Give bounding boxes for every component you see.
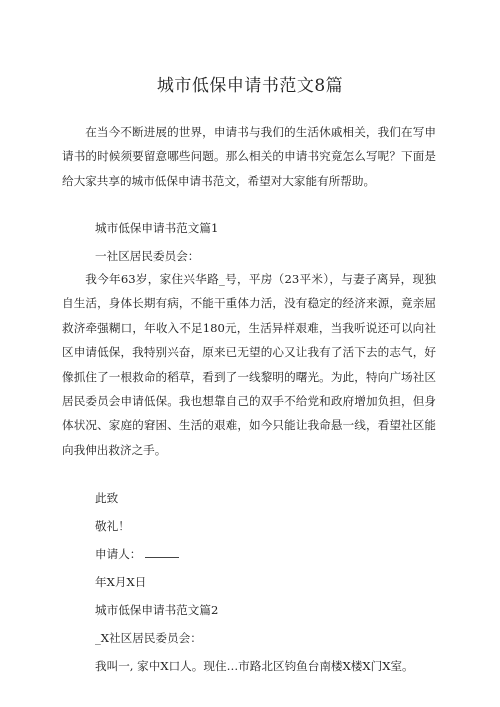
signature-label: 申请人： [95,547,142,561]
article-1-body: 我今年63岁，家住兴华路_号，平房（23平米），与妻子离异，现独自生活，身体长期有病，不能干重体力活，没有稳定的经济来源，竟亲屈救济牵强糊口，年收入不足180元，生活异样艰难，当我听说还可以向社区申请低保，我特别兴奋，原来已无望的心又让我有了活下去的志气，好像抓住了一根救命的稻草，看到了一线黎明的曙光。为此，特向广场社区居民委员会申请低保。我也想靠自己的双手不给党和政府增加负担，但身体状况、家庭的窘困、生活的艰难，如今只能让我命悬一线，看望社区能向我伸出救济之手。 [62,272,436,457]
date-line: 年X月X日 [95,575,147,589]
article-2-heading: 城市低保申请书范文篇2 [95,603,219,617]
signature-blank [145,545,179,558]
signature-line [95,545,179,563]
closing-salutation: 此致 [95,491,119,505]
intro-paragraph: 在当今不断进展的世界，申请书与我们的生活休戚相关，我们在写申请书的时候须要留意哪些问题。那么相关的申请书究竟怎么写呢？下面是给大家共享的城市低保申请书范文，希望对大家能有所帮助。 [62,125,436,188]
document-title: 城市低保申请书范文8篇 [156,76,344,96]
article-2-addressee: _X社区居民委员会： [95,631,202,645]
article-1-addressee: 一社区居民委员会： [95,249,200,263]
article-1-heading: 城市低保申请书范文篇1 [95,221,219,235]
closing-respect: 敬礼！ [95,519,130,533]
article-2-body: 我叫一, 家中X口人。现住…市路北区钧鱼台南楼X楼X门X室。 [95,659,414,673]
